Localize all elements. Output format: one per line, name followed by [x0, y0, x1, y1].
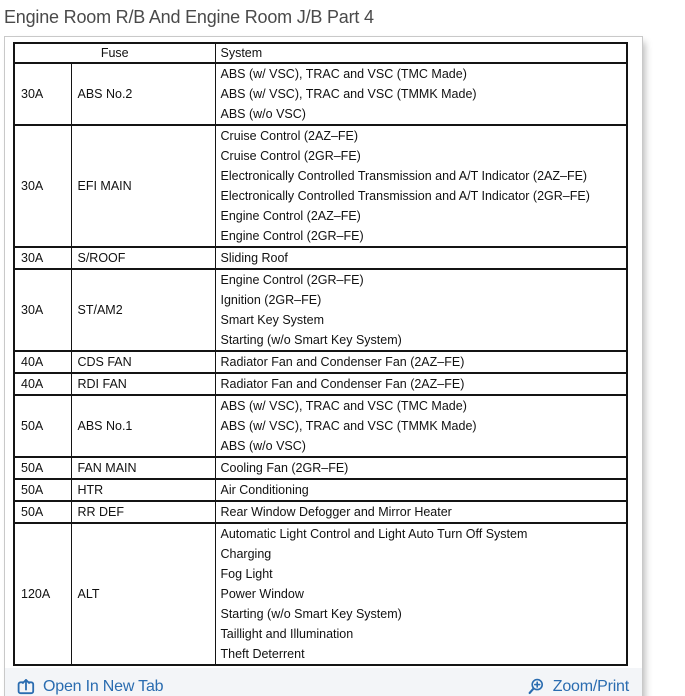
- system-line: Taillight and Illumination: [220, 627, 354, 641]
- system-line: Engine Control (2GR–FE): [220, 229, 364, 243]
- system-line: Cooling Fan (2GR–FE): [220, 461, 349, 475]
- system-line: Power Window: [220, 587, 304, 601]
- system-line: Ignition (2GR–FE): [220, 293, 322, 307]
- fuse-name-cell: ABS No.1: [71, 395, 215, 457]
- fuse-row: [14, 523, 627, 665]
- fuse-name-cell: ST/AM2: [71, 269, 215, 351]
- column-header-system: System: [215, 43, 627, 63]
- fuse-name-cell: S/ROOF: [71, 247, 215, 269]
- system-line: ABS (w/ VSC), TRAC and VSC (TMMK Made): [220, 87, 477, 101]
- system-line: Radiator Fan and Condenser Fan (2AZ–FE): [220, 355, 465, 369]
- fuse-table-header: [14, 43, 627, 63]
- open-in-new-tab-link[interactable]: [17, 678, 163, 696]
- fuse-amperage-cell: 50A: [14, 395, 71, 457]
- fuse-systems-cell: [215, 501, 627, 523]
- system-line: ABS (w/o VSC): [220, 107, 306, 121]
- fuse-amperage-cell: 40A: [14, 351, 71, 373]
- fuse-row: [14, 63, 627, 125]
- fuse-row: [14, 269, 627, 351]
- fuse-row: [14, 351, 627, 373]
- fuse-amperage-cell: 50A: [14, 457, 71, 479]
- fuse-name-cell: EFI MAIN: [71, 125, 215, 247]
- fuse-systems-cell: [215, 247, 627, 269]
- fuse-amperage-cell: 50A: [14, 479, 71, 501]
- open-in-new-tab-label: Open In New Tab: [43, 678, 164, 695]
- system-line: Radiator Fan and Condenser Fan (2AZ–FE): [220, 377, 465, 391]
- header-row: [14, 43, 627, 63]
- fuse-name-cell: HTR: [71, 479, 215, 501]
- fuse-systems-cell: [215, 395, 627, 457]
- document-card: [4, 36, 643, 696]
- system-line: Air Conditioning: [220, 483, 309, 497]
- system-line: Automatic Light Control and Light Auto Turn Off System: [220, 527, 528, 541]
- card-footer: [5, 668, 642, 696]
- system-line: Cruise Control (2AZ–FE): [220, 129, 359, 143]
- system-line: Theft Deterrent: [220, 647, 305, 661]
- open-in-new-tab-icon: [17, 678, 35, 696]
- system-line: ABS (w/ VSC), TRAC and VSC (TMC Made): [220, 399, 467, 413]
- fuse-amperage-cell: 50A: [14, 501, 71, 523]
- system-line: Charging: [220, 547, 272, 561]
- fuse-table: [13, 42, 628, 666]
- fuse-amperage-cell: 30A: [14, 269, 71, 351]
- fuse-name-cell: FAN MAIN: [71, 457, 215, 479]
- fuse-table-body: [14, 63, 627, 665]
- system-line: ABS (w/o VSC): [220, 439, 306, 453]
- fuse-name-cell: RR DEF: [71, 501, 215, 523]
- system-line: Engine Control (2GR–FE): [220, 273, 364, 287]
- column-header-fuse: Fuse: [14, 43, 215, 63]
- fuse-table-container: [5, 37, 642, 666]
- zoom-print-link[interactable]: [527, 678, 629, 696]
- system-line: ABS (w/ VSC), TRAC and VSC (TMMK Made): [220, 419, 477, 433]
- fuse-row: [14, 373, 627, 395]
- fuse-systems-cell: [215, 269, 627, 351]
- system-line: Engine Control (2AZ–FE): [220, 209, 361, 223]
- system-line: Starting (w/o Smart Key System): [220, 333, 402, 347]
- system-line: Rear Window Defogger and Mirror Heater: [220, 505, 452, 519]
- system-line: Electronically Controlled Transmission and A/T Indicator (2AZ–FE): [220, 169, 588, 183]
- fuse-name-cell: ALT: [71, 523, 215, 665]
- system-line: Cruise Control (2GR–FE): [220, 149, 361, 163]
- fuse-amperage-cell: 120A: [14, 523, 71, 665]
- fuse-systems-cell: [215, 373, 627, 395]
- zoom-magnifier-icon: [527, 678, 545, 696]
- zoom-print-label: Zoom/Print: [552, 678, 629, 695]
- fuse-amperage-cell: 40A: [14, 373, 71, 395]
- fuse-systems-cell: [215, 457, 627, 479]
- fuse-amperage-cell: 30A: [14, 63, 71, 125]
- fuse-systems-cell: [215, 351, 627, 373]
- fuse-row: [14, 247, 627, 269]
- system-line: Starting (w/o Smart Key System): [220, 607, 402, 621]
- fuse-amperage-cell: 30A: [14, 125, 71, 247]
- system-line: Electronically Controlled Transmission and A/T Indicator (2GR–FE): [220, 189, 590, 203]
- fuse-systems-cell: [215, 125, 627, 247]
- fuse-name-cell: ABS No.2: [71, 63, 215, 125]
- fuse-name-cell: RDI FAN: [71, 373, 215, 395]
- fuse-row: [14, 125, 627, 247]
- system-line: ABS (w/ VSC), TRAC and VSC (TMC Made): [220, 67, 467, 81]
- system-line: Sliding Roof: [220, 251, 288, 265]
- fuse-row: [14, 395, 627, 457]
- fuse-systems-cell: [215, 63, 627, 125]
- fuse-row: [14, 457, 627, 479]
- fuse-amperage-cell: 30A: [14, 247, 71, 269]
- fuse-systems-cell: [215, 479, 627, 501]
- page-title: Engine Room R/B And Engine Room J/B Part 4: [4, 7, 374, 27]
- system-line: Smart Key System: [220, 313, 324, 327]
- fuse-name-cell: CDS FAN: [71, 351, 215, 373]
- system-line: Fog Light: [220, 567, 273, 581]
- fuse-row: [14, 501, 627, 523]
- fuse-row: [14, 479, 627, 501]
- fuse-systems-cell: [215, 523, 627, 665]
